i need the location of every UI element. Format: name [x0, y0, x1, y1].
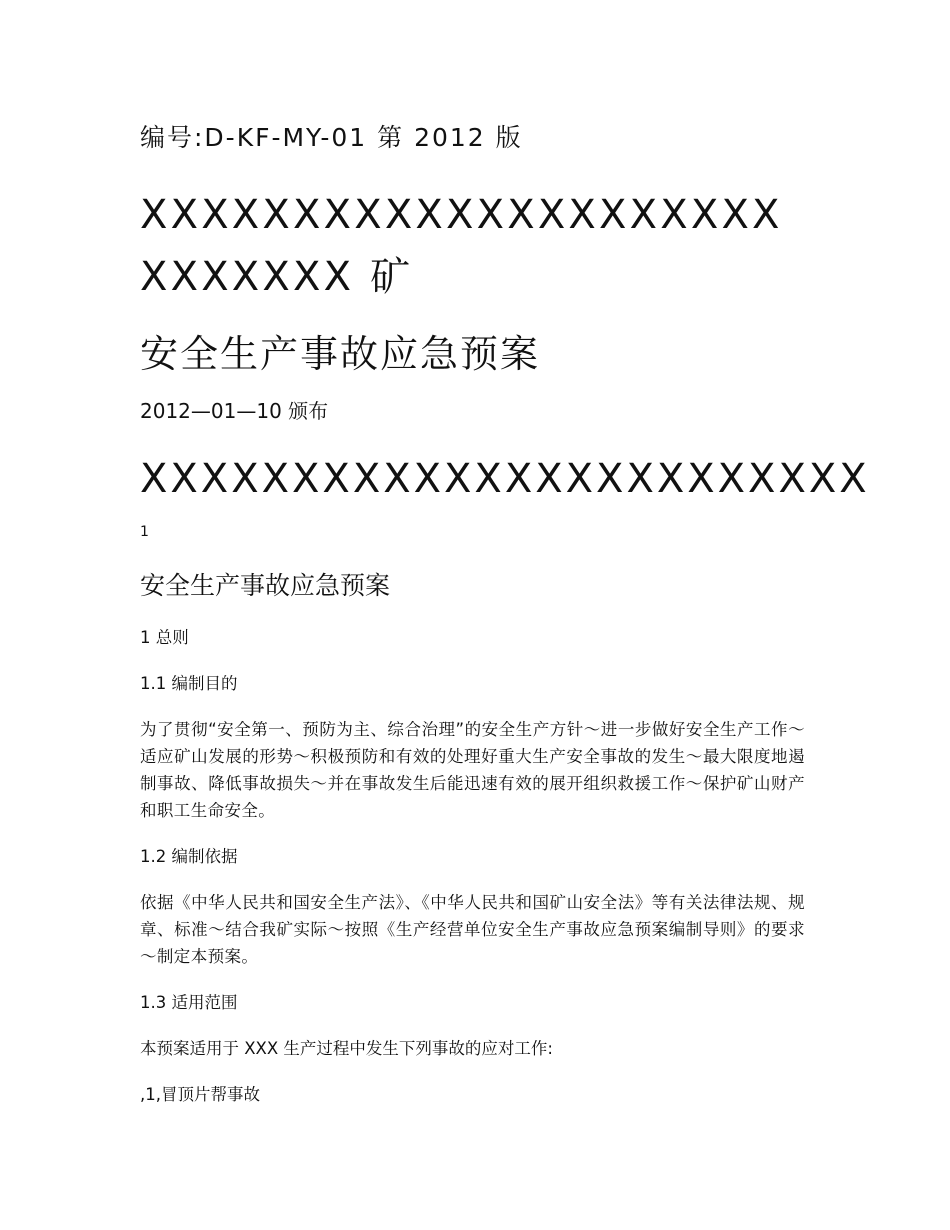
content-heading: 安全生产事故应急预案: [140, 571, 391, 600]
section-1-3-heading: 1.3 适用范围: [140, 993, 238, 1012]
page-number: 1: [140, 524, 149, 540]
document-page: [140, 0, 870, 1230]
document-number: 编号:D-KF-MY-01 第 2012 版: [140, 123, 523, 152]
paragraph-basis: 依据《中华人民共和国安全生产法》、《中华人民共和国矿山安全法》等有关法律法规、规章、标准～结合我矿实际～按照《生产经营单位安全生产事故应急预案编制导则》的要求～制定本预案。: [140, 893, 805, 966]
issue-date: 2012—01—10 颁布: [140, 399, 329, 423]
company-name: XXXXXXXXXXXXXXXXXXXXXXXX: [140, 456, 870, 502]
paragraph-scope: 本预案适用于 XXX 生产过程中发生下列事故的应对工作:: [140, 1039, 553, 1058]
mine-name: XXXXXXXXXXXXXXXXXXXXXXXXXXXX 矿: [140, 192, 783, 300]
paragraph-purpose: 为了贯彻“安全第一、预防为主、综合治理”的安全生产方针～进一步做好安全生产工作～适应矿山发展的形势～积极预防和有效的处理好重大生产安全事故的发生～最大限度地遏制事故、降低事故损失～并在事故发生后能迅速有效的展开组织救援工作～保护矿山财产和职工生命安全。: [140, 720, 805, 820]
plan-title: 安全生产事故应急预案: [140, 332, 541, 376]
section-1-2-heading: 1.2 编制依据: [140, 847, 238, 866]
list-item: ,1,冒顶片帮事故: [140, 1085, 260, 1104]
section-1-1-heading: 1.1 编制目的: [140, 674, 238, 693]
section-1-heading: 1 总则: [140, 628, 189, 647]
